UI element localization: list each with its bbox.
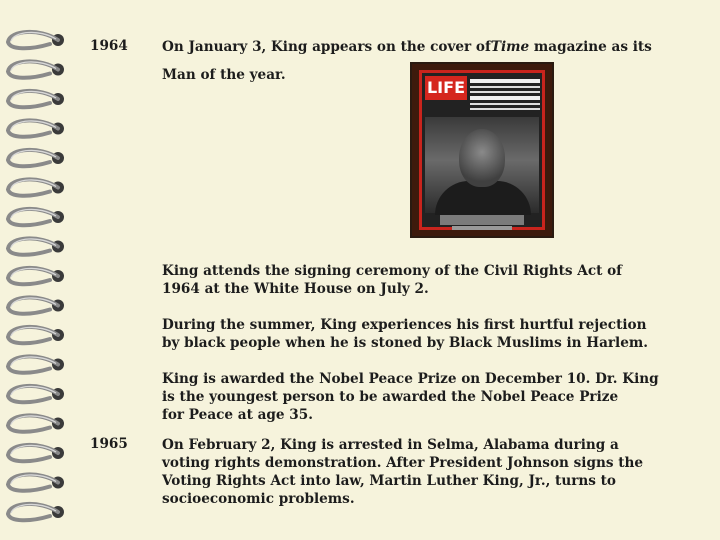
spiral-binding xyxy=(0,0,80,540)
spiral-ring xyxy=(8,179,64,195)
entry-selma-line4: socioeconomic problems. xyxy=(162,491,355,507)
spiral-ring xyxy=(8,297,64,313)
entry-civil-rights-line1: King attends the signing ceremony of the Civil Rights Act of xyxy=(162,263,623,279)
entry-jan3-line2: Man of the year. xyxy=(162,67,286,83)
entry-summer-line2: by black people when he is stoned by Black Muslims in Harlem. xyxy=(162,335,648,351)
time-magazine-name: Time xyxy=(490,39,530,55)
entry-nobel-line2: is the youngest person to be awarded the Nobel Peace Prize xyxy=(162,389,619,405)
entry-nobel-line3: for Peace at age 35. xyxy=(162,407,313,423)
entry-nobel-line1: King is awarded the Nobel Peace Prize on December 10. Dr. King xyxy=(162,371,659,387)
entry-selma-line2: voting rights demonstration. After President Johnson signs the xyxy=(162,455,644,471)
spiral-ring xyxy=(8,120,64,136)
spiral-ring xyxy=(8,386,64,402)
spiral-ring xyxy=(8,32,64,48)
year-1964-label: 1964 xyxy=(90,38,128,54)
entry-selma-line3: Voting Rights Act into law, Martin Luther King, Jr., turns to xyxy=(162,473,616,489)
spiral-ring xyxy=(8,356,64,372)
spiral-ring xyxy=(8,327,64,343)
spiral-ring xyxy=(8,61,64,77)
entry-civil-rights-line2: 1964 at the White House on July 2. xyxy=(162,281,429,297)
cover-caption xyxy=(440,215,524,225)
year-1965-label: 1965 xyxy=(90,436,128,452)
spiral-ring xyxy=(8,209,64,225)
spiral-ring xyxy=(8,238,64,254)
spiral-ring xyxy=(8,504,64,520)
life-logo: LIFE xyxy=(425,76,467,100)
mlk-portrait xyxy=(425,117,539,213)
entry-summer-line1: During the summer, King experiences his first hurtful rejection xyxy=(162,317,647,333)
spiral-ring xyxy=(8,415,64,431)
spiral-ring xyxy=(8,474,64,490)
life-magazine-cover xyxy=(410,62,554,238)
spiral-ring xyxy=(8,150,64,166)
entry-jan3-line1: On January 3, King appears on the cover ofTime magazine as its xyxy=(162,39,652,55)
cover-headlines xyxy=(470,76,540,113)
spiral-ring xyxy=(8,91,64,107)
spiral-ring xyxy=(8,445,64,461)
spiral-ring xyxy=(8,268,64,284)
entry-selma-line1: On February 2, King is arrested in Selma, Alabama during a xyxy=(162,437,619,453)
